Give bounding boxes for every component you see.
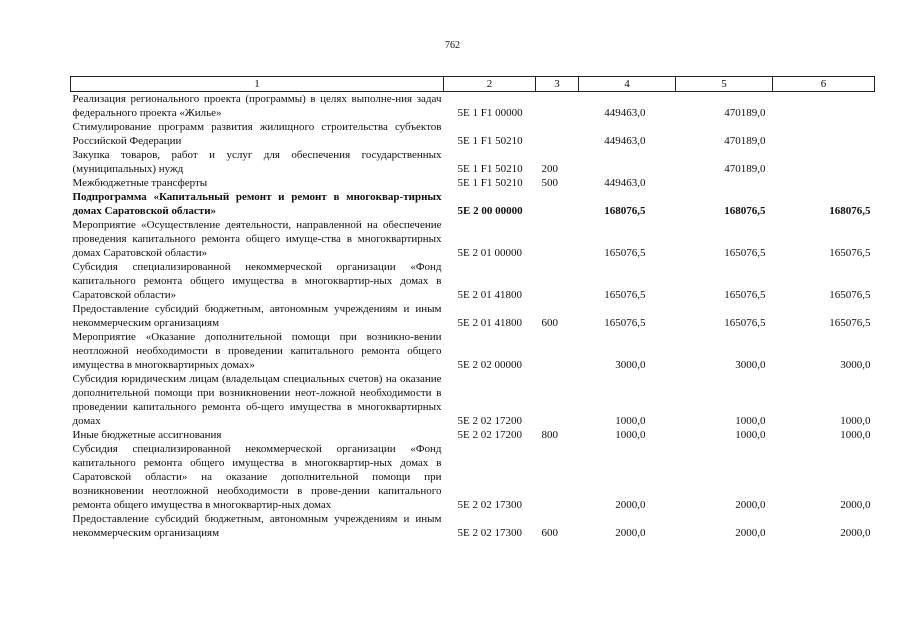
row-value-col-5 <box>676 176 773 190</box>
row-value-col-6: 2000,0 <box>840 527 871 539</box>
row-expense-type <box>536 120 579 148</box>
table-row <box>71 512 875 540</box>
row-expense-type <box>536 92 579 121</box>
page-number: 762 <box>445 40 460 51</box>
table-row <box>71 442 875 512</box>
table-row <box>71 330 875 372</box>
row-expense-type <box>536 260 579 302</box>
table-row <box>71 190 875 218</box>
row-name: Мероприятие «Осуществление деятельности, направленной на обеспечение проведения капитального ремонта общего имуще-ства в многоквартирных домах Саратовской области» <box>72 219 442 259</box>
row-value-col-4: 449463,0 <box>604 107 646 119</box>
row-value-col-4: 165076,5 <box>604 289 646 301</box>
row-name: Стимулирование программ развития жилищного строительства субъектов Российской Федерации <box>72 121 442 147</box>
row-name: Субсидия специализированной некоммерческой организации «Фонд капитального ремонта общего имущества в многоквартир-ных домах в Саратовской области» <box>72 261 442 301</box>
row-value-col-6: 165076,5 <box>829 289 871 301</box>
row-expense-type: 600 <box>541 317 558 329</box>
row-value-col-5: 2000,0 <box>735 499 766 511</box>
table-row <box>71 260 875 302</box>
row-name: Закупка товаров, работ и услуг для обеспечения государственных (муниципальных) нужд <box>72 149 442 175</box>
row-value-col-5: 165076,5 <box>724 317 766 329</box>
row-value-col-6: 1000,0 <box>840 415 871 427</box>
row-value-col-5: 165076,5 <box>724 247 766 259</box>
row-value-col-5: 2000,0 <box>735 527 766 539</box>
row-value-col-4 <box>579 148 676 176</box>
header-col-5: 5 <box>676 77 773 92</box>
row-code: 5Е 2 01 41800 <box>457 317 522 329</box>
row-code: 5Е 2 01 00000 <box>457 247 522 259</box>
header-col-2: 2 <box>444 77 536 92</box>
row-value-col-4: 165076,5 <box>604 247 646 259</box>
row-code: 5Е 2 02 00000 <box>457 359 522 371</box>
row-code: 5Е 2 02 17300 <box>457 527 522 539</box>
row-value-col-5: 470189,0 <box>724 135 766 147</box>
row-code: 5Е 2 00 00000 <box>457 205 523 217</box>
row-expense-type: 800 <box>541 429 558 441</box>
row-expense-type: 500 <box>541 177 558 189</box>
row-name: Предоставление субсидий бюджетным, автономным учреждениям и иным некоммерческим организациям <box>72 513 442 539</box>
row-code: 5Е 1 F1 50210 <box>457 163 523 175</box>
row-code: 5Е 1 F1 00000 <box>457 107 523 119</box>
row-value-col-6: 3000,0 <box>840 359 871 371</box>
row-value-col-4: 1000,0 <box>615 415 646 427</box>
table-row <box>71 120 875 148</box>
table-row <box>71 176 875 190</box>
table-row <box>71 302 875 330</box>
row-value-col-5: 1000,0 <box>735 429 766 441</box>
row-expense-type: 600 <box>541 527 558 539</box>
row-value-col-6: 165076,5 <box>829 247 871 259</box>
row-name: Мероприятие «Оказание дополнительной помощи при возникно-вении неотложной необходимости в проведении капитального ремонта общего имущества в многоквартирных домах» <box>72 331 442 371</box>
table-row <box>71 92 875 121</box>
row-value-col-4: 168076,5 <box>604 205 646 217</box>
row-expense-type <box>536 442 579 512</box>
budget-table <box>70 76 875 540</box>
row-code: 5Е 2 02 17300 <box>457 499 522 511</box>
row-name: Субсидия юридическим лицам (владельцам специальных счетов) на оказание дополнительной помощи при возникновении неот-ложной необходимости в проведении капитального ремонта об-щего имущества в многоквартирных домах <box>72 373 442 427</box>
row-value-col-6 <box>773 92 875 121</box>
row-value-col-5: 470189,0 <box>724 163 766 175</box>
row-expense-type <box>536 372 579 428</box>
row-value-col-6 <box>773 176 875 190</box>
row-value-col-4: 1000,0 <box>615 429 646 441</box>
row-value-col-4: 3000,0 <box>615 359 646 371</box>
table-row <box>71 148 875 176</box>
row-name: Предоставление субсидий бюджетным, автономным учреждениям и иным некоммерческим организациям <box>72 303 442 329</box>
row-name: Подпрограмма «Капитальный ремонт и ремонт в многоквар-тирных домах Саратовской области» <box>72 191 442 217</box>
row-code: 5Е 1 F1 50210 <box>457 135 523 147</box>
row-value-col-5: 470189,0 <box>724 107 766 119</box>
row-value-col-6: 168076,5 <box>829 205 871 217</box>
header-col-3: 3 <box>536 77 579 92</box>
row-value-col-4: 449463,0 <box>604 135 646 147</box>
row-expense-type: 200 <box>541 163 558 175</box>
row-code: 5Е 2 01 41800 <box>457 289 522 301</box>
row-expense-type <box>536 190 579 218</box>
row-value-col-6: 2000,0 <box>840 499 871 511</box>
row-name: Межбюджетные трансферты <box>72 177 208 189</box>
table-row <box>71 372 875 428</box>
row-value-col-4: 2000,0 <box>615 527 646 539</box>
row-code: 5Е 2 02 17200 <box>457 415 522 427</box>
row-value-col-5: 3000,0 <box>735 359 766 371</box>
table-row <box>71 428 875 442</box>
row-expense-type <box>536 218 579 260</box>
row-value-col-6: 1000,0 <box>840 429 871 441</box>
header-row <box>71 77 875 92</box>
table-header <box>71 77 875 92</box>
row-value-col-6 <box>773 120 875 148</box>
row-value-col-5: 1000,0 <box>735 415 766 427</box>
row-code: 5Е 2 02 17200 <box>457 429 522 441</box>
row-value-col-4: 165076,5 <box>604 317 646 329</box>
table-body <box>71 92 875 541</box>
row-name: Субсидия специализированной некоммерческой организации «Фонд капитального ремонта общего имущества в многоквартир-ных домах в Саратовской области» на оказание дополнительной помощи при возникновении неотложной необходимости в прове-дении капитального ремонта общего имущества в многоквартир-ных домах <box>72 443 442 511</box>
row-value-col-6 <box>773 148 875 176</box>
row-value-col-4: 449463,0 <box>604 177 646 189</box>
row-name: Реализация регионального проекта (программы) в целях выполне-ния задач федерального проекта «Жилье» <box>72 93 442 119</box>
row-value-col-5: 168076,5 <box>724 205 766 217</box>
row-expense-type <box>536 330 579 372</box>
row-value-col-5: 165076,5 <box>724 289 766 301</box>
table-row <box>71 218 875 260</box>
header-col-6: 6 <box>773 77 875 92</box>
header-col-4: 4 <box>579 77 676 92</box>
row-code: 5Е 1 F1 50210 <box>457 177 523 189</box>
row-value-col-6: 165076,5 <box>829 317 871 329</box>
header-col-1: 1 <box>71 77 444 92</box>
row-value-col-4: 2000,0 <box>615 499 646 511</box>
row-name: Иные бюджетные ассигнования <box>72 429 222 441</box>
